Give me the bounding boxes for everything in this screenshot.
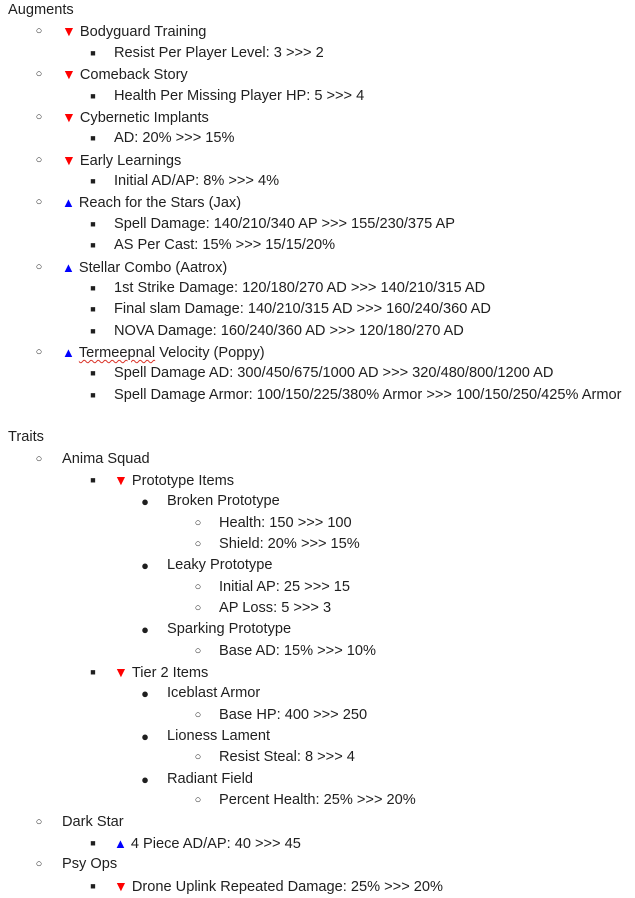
ring-bullet-icon: ○	[194, 794, 202, 806]
augment-name: Reach for the Stars (Jax)	[78, 195, 242, 211]
square-bullet-icon: ■	[90, 390, 96, 400]
augment-name: Bodyguard Training	[79, 24, 207, 40]
ring-bullet-icon: ○	[194, 517, 202, 529]
dot-bullet-icon: ●	[141, 494, 149, 509]
augment-name: Cybernetic Implants	[79, 110, 209, 126]
trait-detail: ■ ▼ Drone Uplink Repeated Damage: 25% >>> 20%	[86, 876, 586, 897]
square-bullet-icon: ■	[90, 838, 96, 848]
square-bullet-icon: ■	[90, 176, 96, 186]
ring-bullet-icon: ○	[35, 453, 43, 465]
nerf-arrow-icon: ▼	[62, 109, 76, 125]
ring-bullet-icon: ○	[35, 858, 43, 870]
misspelled-word[interactable]: Termeepnal	[78, 345, 156, 361]
ring-bullet-icon: ○	[194, 751, 202, 763]
square-bullet-icon: ■	[90, 304, 96, 314]
section-heading-augments: Augments	[8, 2, 74, 18]
ring-bullet-icon: ○	[194, 645, 202, 657]
ring-bullet-icon: ○	[35, 261, 43, 273]
augment-name: Stellar Combo (Aatrox)	[78, 260, 228, 276]
ring-bullet-icon: ○	[35, 196, 43, 208]
ring-bullet-icon: ○	[35, 25, 43, 37]
dot-bullet-icon: ●	[141, 772, 149, 787]
ring-bullet-icon: ○	[194, 581, 202, 593]
dot-bullet-icon: ●	[141, 622, 149, 637]
nerf-arrow-icon: ▼	[114, 664, 128, 680]
buff-arrow-icon: ▲	[62, 195, 75, 210]
ring-bullet-icon: ○	[35, 816, 43, 828]
nerf-arrow-icon: ▼	[114, 472, 128, 488]
ring-bullet-icon: ○	[35, 154, 43, 166]
augment-item	[32, 64, 592, 85]
square-bullet-icon: ■	[90, 91, 96, 101]
augment-name: Early Learnings	[79, 153, 182, 169]
augment-name-rest: Velocity (Poppy)	[155, 345, 265, 361]
trait-subgroup: ■ ▼ Prototype Items	[86, 470, 386, 491]
ring-bullet-icon: ○	[194, 538, 202, 550]
section-heading-traits: Traits	[8, 429, 44, 445]
buff-arrow-icon: ▲	[114, 836, 127, 851]
ring-bullet-icon: ○	[194, 602, 202, 614]
square-bullet-icon: ■	[90, 240, 96, 250]
nerf-arrow-icon: ▼	[114, 878, 128, 894]
augment-name: Comeback Story	[79, 67, 188, 83]
augment-detail: ■ Spell Damage Armor: 100/150/225/380% Armor >>> 100/150/250/425% Armor	[86, 385, 631, 428]
buff-arrow-icon: ▲	[62, 345, 75, 360]
nerf-arrow-icon: ▼	[62, 66, 76, 82]
square-bullet-icon: ■	[90, 219, 96, 229]
dot-bullet-icon: ●	[141, 558, 149, 573]
ring-bullet-icon: ○	[194, 709, 202, 721]
ring-bullet-icon: ○	[35, 346, 43, 358]
augment-item	[32, 257, 592, 278]
augment-item	[32, 107, 592, 128]
square-bullet-icon: ■	[90, 326, 96, 336]
dot-bullet-icon: ●	[141, 686, 149, 701]
trait-subgroup: ■ ▼ Tier 2 Items	[86, 662, 386, 683]
square-bullet-icon: ■	[90, 283, 96, 293]
square-bullet-icon: ■	[90, 133, 96, 143]
augment-item	[32, 192, 592, 213]
square-bullet-icon: ■	[90, 368, 96, 378]
square-bullet-icon: ■	[90, 475, 96, 485]
square-bullet-icon: ■	[90, 881, 96, 891]
augment-item	[32, 150, 592, 171]
nerf-arrow-icon: ▼	[62, 152, 76, 168]
augment-item	[32, 21, 592, 42]
nerf-arrow-icon: ▼	[62, 23, 76, 39]
buff-arrow-icon: ▲	[62, 260, 75, 275]
augment-item	[32, 342, 592, 363]
square-bullet-icon: ■	[90, 48, 96, 58]
dot-bullet-icon: ●	[141, 729, 149, 744]
ring-bullet-icon: ○	[35, 68, 43, 80]
square-bullet-icon: ■	[90, 667, 96, 677]
ring-bullet-icon: ○	[35, 111, 43, 123]
trait-detail: ■ ▲ 4 Piece AD/AP: 40 >>> 45	[86, 833, 386, 854]
